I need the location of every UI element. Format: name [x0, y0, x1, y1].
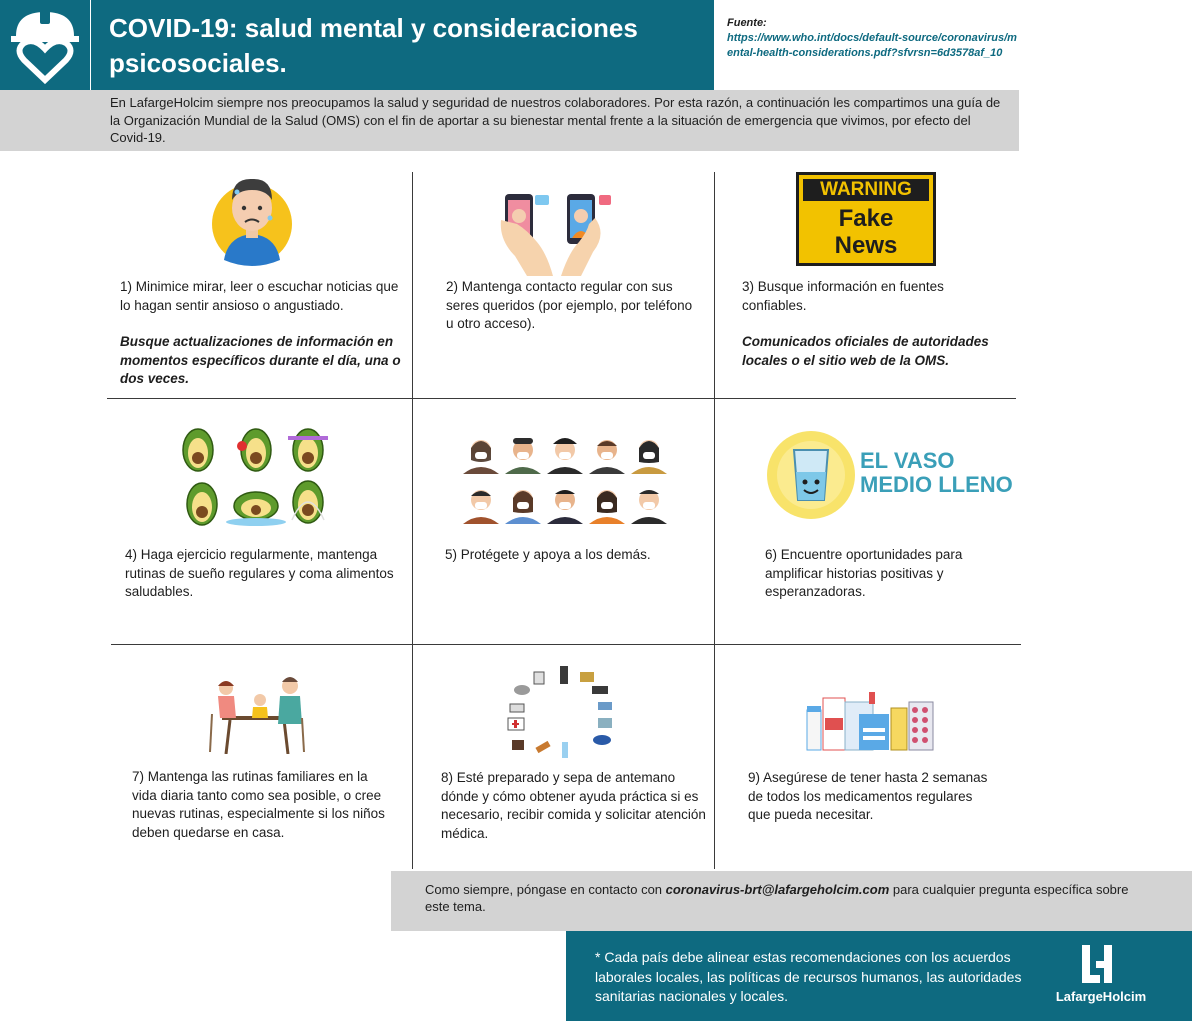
tip-6-text: 6) Encuentre oportunidades para amplificar historias positivas y esperanzadoras. — [765, 547, 963, 599]
grid-divider — [111, 644, 1021, 645]
tip-8-text: 8) Esté preparado y sepa de antemano dónde y cómo obtener ayuda práctica si es necesario, recibir comida y solicitar atención médica. — [441, 770, 706, 841]
contact-banner — [391, 871, 1192, 931]
emergency-supplies-icon — [506, 664, 618, 760]
source-label: Fuente: — [727, 17, 767, 29]
tip-3-emphasis: Comunicados oficiales de autoridades locales o el sitio web de la OMS. — [742, 334, 989, 368]
tip-4-text: 4) Haga ejercicio regularmente, mantenga rutinas de sueño regulares y coma alimentos saludables. — [125, 547, 394, 599]
tip-3 — [742, 278, 1002, 370]
tip-5-text: 5) Protégete y apoya a los demás. — [445, 547, 651, 562]
people-wearing-masks-icon — [461, 434, 669, 524]
grid-divider — [714, 172, 715, 869]
tip-1-text: 1) Minimice mirar, leer o escuchar noticias que lo hagan sentir ansioso o angustiado. — [120, 279, 399, 313]
lafargeholcim-mark-icon — [1046, 943, 1156, 989]
header-logo-tile — [0, 0, 90, 90]
tip-9 — [748, 769, 998, 825]
tip-2-text: 2) Mantenga contacto regular con sus seres queridos (por ejemplo, por teléfono u otro acceso). — [446, 279, 693, 331]
page-title: COVID-19: salud mental y consideraciones psicosociales. — [109, 13, 638, 78]
source-block — [727, 16, 1017, 61]
tip-4 — [125, 546, 395, 602]
tip-6 — [765, 546, 990, 602]
tip-1-emphasis: Busque actualizaciones de información en momentos específicos durante el día, una o dos veces. — [120, 334, 401, 386]
medicines-icon — [805, 688, 935, 754]
footer-note: * Cada país debe alinear estas recomendaciones con los acuerdos laborales locales, las políticas de recursos humanos, las autoridades sanitarias nacionales y locales. — [595, 949, 1022, 1004]
tip-1 — [120, 278, 405, 389]
vaso-title — [860, 449, 1013, 497]
contact-after: para cualquier pregunta específica sobre este tema. — [425, 882, 1129, 914]
warning-line1: Fake — [838, 205, 894, 232]
tip-9-text: 9) Asegúrese de tener hasta 2 semanas de todos los medicamentos regulares que pueda necesitar. — [748, 770, 988, 822]
fake-news-warning-sign — [796, 172, 936, 266]
tip-2 — [446, 278, 696, 334]
family-at-table-icon — [206, 674, 308, 754]
vaso-line1: EL VASO — [860, 448, 955, 473]
anxious-person-icon — [210, 170, 294, 266]
intro-text: En LafargeHolcim siempre nos preocupamos la salud y seguridad de nuestros colaboradores. Por esta razón, a continuación les compartimos una guía de la Organización Mundial de la Salud (OMS) con el fin de aportar a su bienestar mental frente a la situación de emergencia que vivimos, por efecto del Covid-19. — [110, 95, 1001, 145]
helmet-heart-icon — [0, 0, 90, 90]
header-bar — [91, 0, 714, 90]
vaso-line2: MEDIO LLENO — [860, 472, 1013, 497]
tip-8 — [441, 769, 711, 843]
lafargeholcim-logo — [1046, 943, 1156, 1013]
footer — [566, 931, 1192, 1021]
grid-divider — [107, 398, 1016, 399]
warning-label: WARNING — [803, 179, 929, 201]
contact-before: Como siempre, póngase en contacto con — [425, 882, 666, 897]
intro-banner — [0, 90, 1019, 151]
logo-name: LafargeHolcim — [1055, 989, 1147, 1004]
phones-video-call-icon — [497, 190, 619, 278]
contact-email-link[interactable]: coronavirus-brt@lafargeholcim.com — [665, 882, 890, 897]
half-full-glass-icon — [766, 430, 856, 520]
tip-5 — [445, 546, 705, 565]
warning-line2: News — [834, 232, 898, 259]
contact-text — [425, 881, 1155, 915]
tip-7 — [132, 768, 394, 842]
source-link[interactable]: https://www.who.int/docs/default-source/coronavirus/mental-health-considerations.pdf?sfvrsn=6d3578af_10 — [727, 32, 1017, 59]
tip-7-text: 7) Mantenga las rutinas familiares en la vida diaria tanto como sea posible, o cree nuevas rutinas, especialmente si los niños deben quedarse en casa. — [132, 769, 385, 840]
tip-3-text: 3) Busque información en fuentes confiables. — [742, 279, 944, 313]
grid-divider — [412, 172, 413, 869]
exercising-avocados-icon — [176, 424, 338, 528]
